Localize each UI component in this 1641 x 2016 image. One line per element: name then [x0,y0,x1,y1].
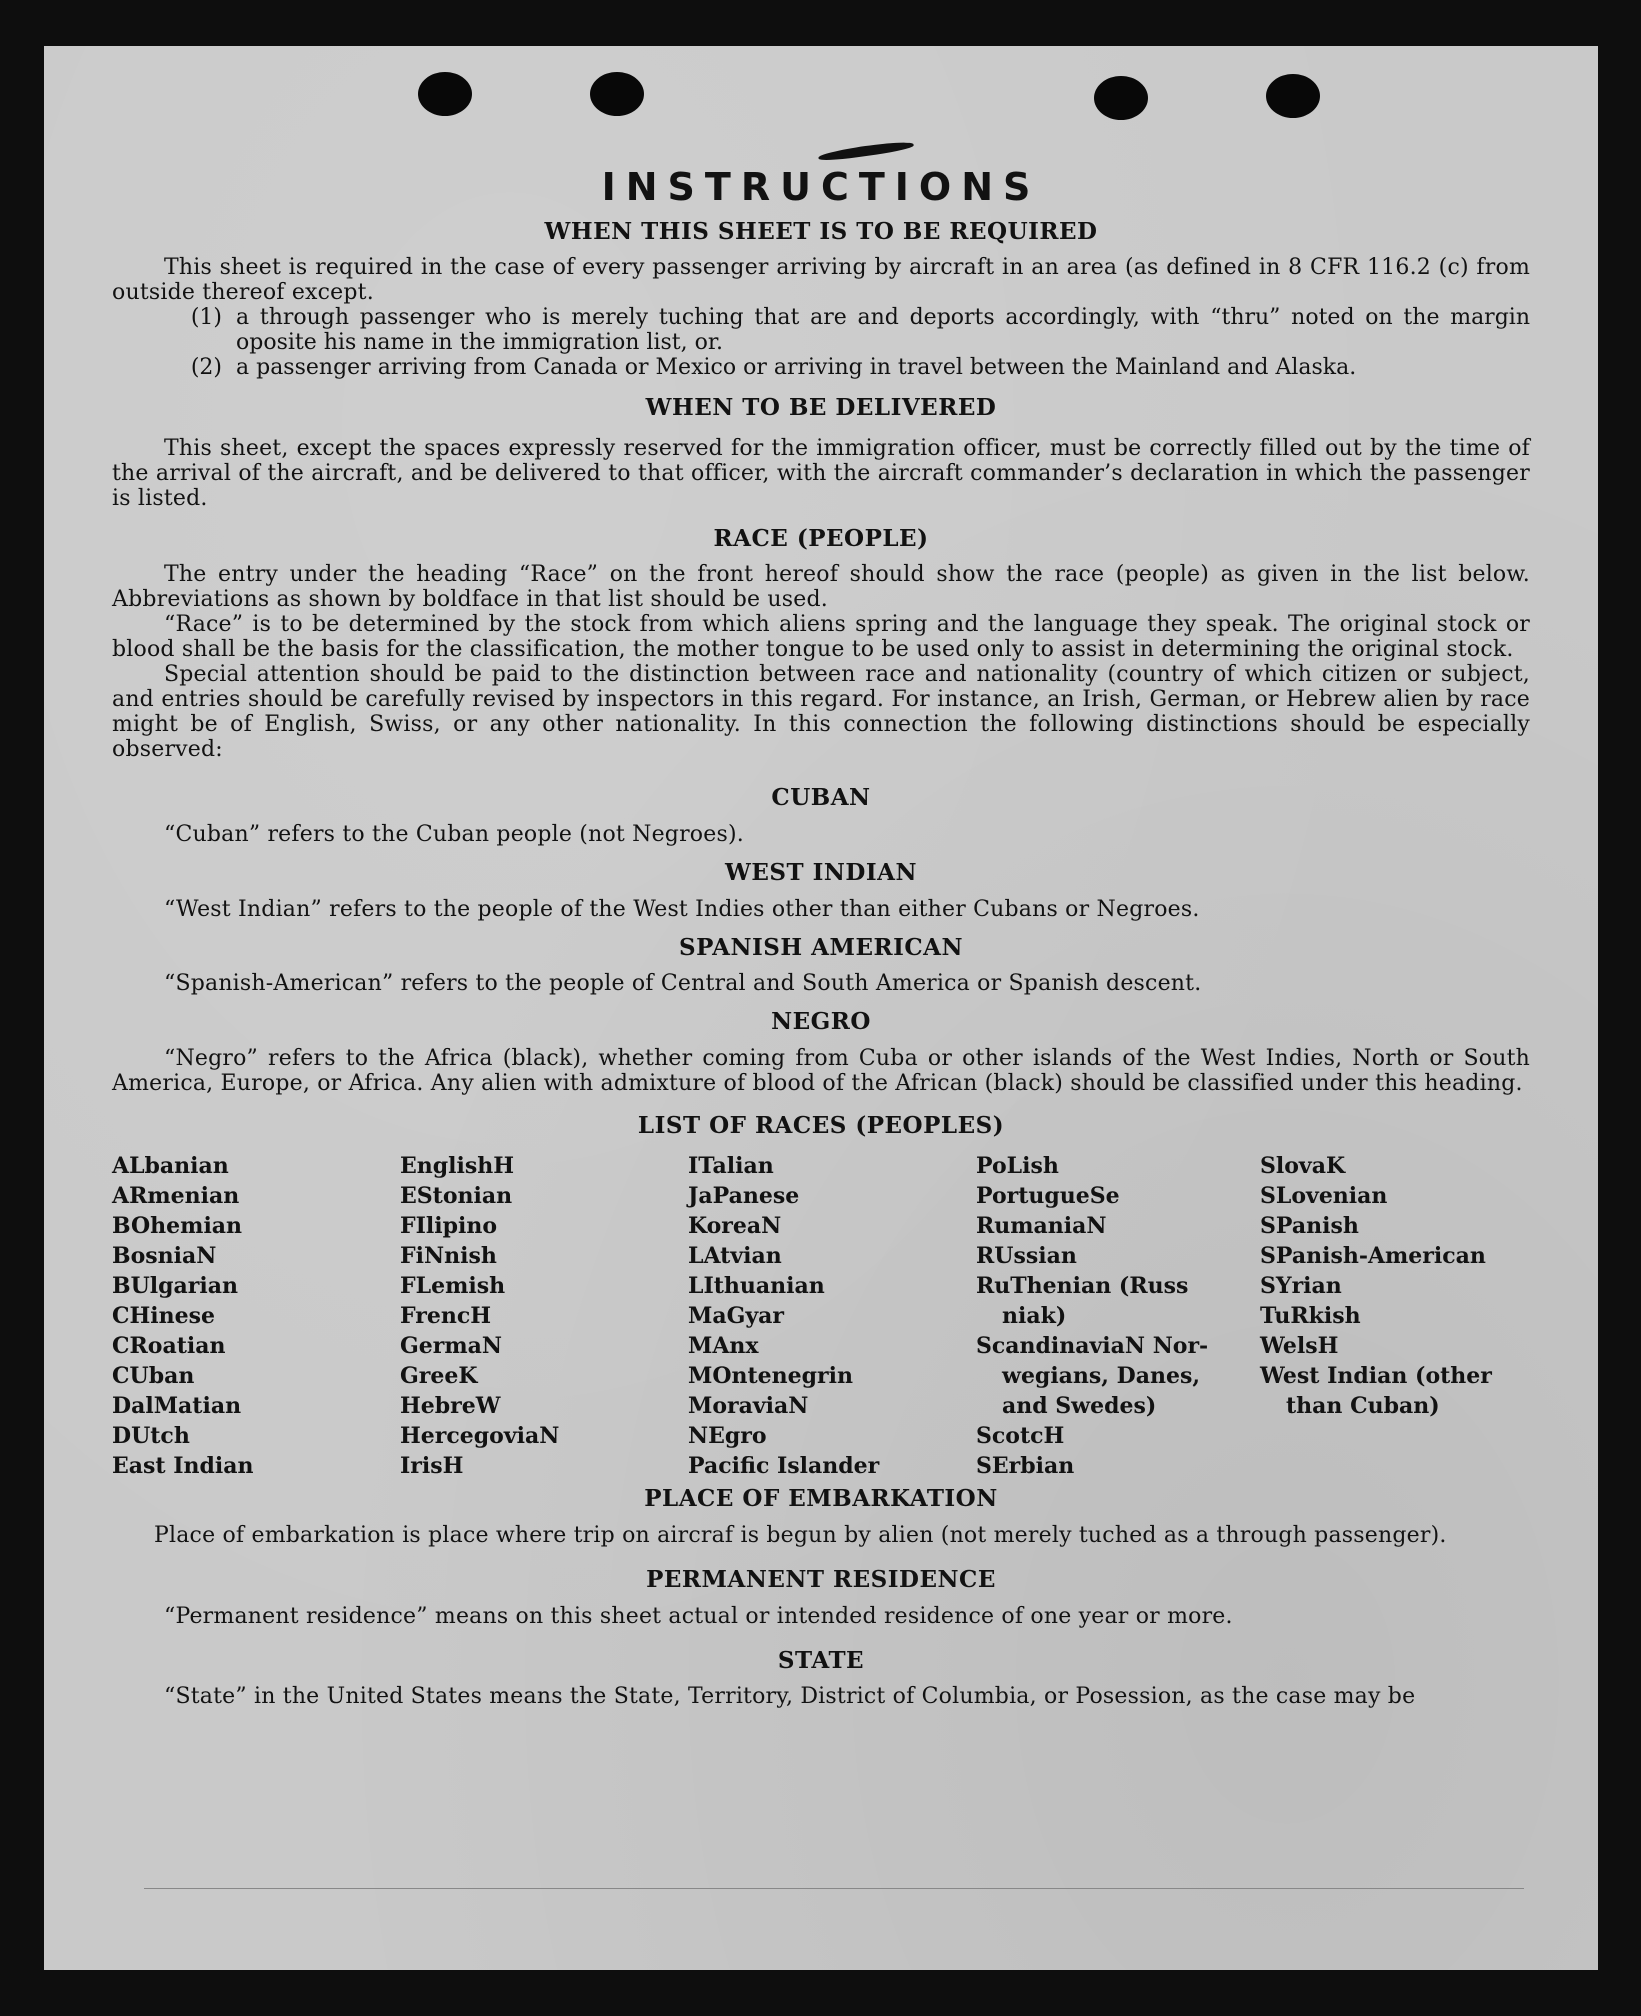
race-entry: East Indian [112,1453,254,1480]
section-heading-negro: NEGRO [771,1008,871,1036]
race-entry: FLemish [400,1273,506,1300]
race-entry: PoLish [976,1153,1059,1180]
race-entry: HercegoviaN [400,1423,560,1450]
race-entry: CRoatian [112,1333,226,1360]
race-entry: DalMatian [112,1393,242,1420]
race-entry: BUlgarian [112,1273,238,1300]
punch-hole [418,72,472,116]
race-entry: MaGyar [688,1303,785,1330]
punch-hole [1266,74,1320,118]
section-heading-required: WHEN THIS SHEET IS TO BE REQUIRED [544,217,1098,245]
race-entry: CHinese [112,1303,216,1330]
item-number: (2) [190,355,222,381]
negro-text: “Negro” refers to the Africa (black), whether coming from Cuba or other islands of the West Indies, North or South America, Europe, or Africa. Any alien with admixture of blood of the African (black) should be classified under this heading. [112,1045,1530,1096]
races-list [112,1151,1530,1481]
section-heading-delivered: WHEN TO BE DELIVERED [645,394,997,422]
race-entry: MAnx [688,1333,759,1360]
section-heading-race: RACE (PEOPLE) [713,524,929,552]
race-entry: GreeK [400,1363,478,1390]
race-entry: RUssian [976,1243,1077,1270]
race-entry: RumaniaN [976,1213,1107,1240]
race-entry: MoraviaN [688,1393,809,1420]
race-entry: ARmenian [112,1183,240,1210]
residence-text: “Permanent residence” means on this sheet actual or intended residence of one year or more. [164,1603,1233,1629]
races-column-5 [1260,1151,1530,1481]
race-entry: RuThenian (Russ [976,1273,1189,1300]
race-entry: NEgro [688,1423,767,1450]
item-text: a through passenger who is merely tuching that are and deports accordingly, with “thru” noted on the margin oposite his name in the immigration list, or. [236,305,1530,356]
race-entry: EnglishH [400,1153,515,1180]
race-paragraph-2: “Race” is to be determined by the stock from which aliens spring and the language they speak. The original stock or blood shall be the basis for the classification, the mother tongue to be used only to assist in determining the original stock. [112,612,1530,663]
race-entry: HebreW [400,1393,501,1420]
section-heading-state: STATE [777,1646,865,1674]
ink-smudge [818,139,914,162]
exception-item-2 [112,355,1530,380]
bottom-rule [144,1888,1524,1889]
instructions-content [112,166,1530,1709]
races-column-1 [112,1151,400,1481]
race-entry: SPanish [1260,1213,1359,1240]
page-title: INSTRUCTIONS [601,165,1041,209]
races-column-3 [688,1151,976,1481]
required-intro: This sheet is required in the case of every passenger arriving by aircraft in an area (as defined in 8 CFR 116.2 (c) from outside thereof except. [112,255,1530,306]
race-entry: BOhemian [112,1213,243,1240]
race-entry: SYrian [1260,1273,1342,1300]
race-entry: West Indian (other [1260,1363,1492,1390]
race-entry: LIthuanian [688,1273,825,1300]
spanish-american-text: “Spanish-American” refers to the people of Central and South America or Spanish descent. [164,971,1202,997]
race-entry: WelsH [1260,1333,1339,1360]
race-entry: BosniaN [112,1243,217,1270]
race-entry: SErbian [976,1453,1075,1480]
race-entry: TuRkish [1260,1303,1361,1330]
race-entry: ALbanian [112,1153,229,1180]
race-entry: ITalian [688,1153,774,1180]
race-entry: JaPanese [688,1183,800,1210]
race-entry: than Cuban) [1286,1393,1440,1420]
race-entry: FIlipino [400,1213,498,1240]
exception-item-1 [112,305,1530,355]
race-entry: EStonian [400,1183,513,1210]
race-entry: SLovenian [1260,1183,1388,1210]
punch-hole [1094,76,1148,120]
race-entry: and Swedes) [1002,1393,1157,1420]
section-heading-embarkation: PLACE OF EMBARKATION [644,1485,998,1513]
item-text: a passenger arriving from Canada or Mexico or arriving in travel between the Mainland and Alaska. [236,355,1357,381]
embarkation-text: Place of embarkation is place where trip on aircraf is begun by alien (not merely tuched as a through passenger). [154,1523,1447,1549]
race-entry: ScotcH [976,1423,1065,1450]
section-heading-west-indian: WEST INDIAN [725,859,917,887]
section-heading-cuban: CUBAN [771,784,871,812]
section-heading-spanish-american: SPANISH AMERICAN [678,933,964,961]
race-entry: LAtvian [688,1243,782,1270]
race-entry: ScandinaviaN Nor- [976,1333,1209,1360]
race-entry: GermaN [400,1333,503,1360]
section-heading-races: LIST OF RACES (PEOPLES) [637,1111,1005,1139]
race-entry: FiNnish [400,1243,497,1270]
document-sheet [44,46,1598,1970]
race-entry: DUtch [112,1423,190,1450]
races-column-2 [400,1151,688,1481]
race-entry: IrisH [400,1453,464,1480]
races-column-4 [976,1151,1260,1481]
race-entry: MOntenegrin [688,1363,853,1390]
race-paragraph-3: Special attention should be paid to the distinction between race and nationality (country of which citizen or subject, and entries should be carefully revised by inspectors in this regard. For instance, an Irish, German, or Hebrew alien by race might be of English, Swiss, or any other nationality. In this connection the following distinctions should be especially observed: [112,662,1530,763]
state-text: “State” in the United States means the State, Territory, District of Columbia, or Posession, as the case may be [164,1684,1416,1710]
cuban-text: “Cuban” refers to the Cuban people (not Negroes). [164,822,744,848]
race-entry: PortugueSe [976,1183,1120,1210]
race-entry: wegians, Danes, [1002,1363,1200,1390]
punch-hole [590,72,644,116]
race-entry: SPanish-American [1260,1243,1486,1270]
section-heading-residence: PERMANENT RESIDENCE [646,1566,996,1594]
race-entry: Pacific Islander [688,1453,880,1480]
race-entry: KoreaN [688,1213,782,1240]
race-entry: SlovaK [1260,1153,1346,1180]
race-paragraph-1: The entry under the heading “Race” on the front hereof should show the race (people) as given in the list below. Abbreviations as shown by boldface in that list should be used. [112,562,1530,613]
item-number: (1) [190,305,222,331]
race-entry: FrencH [400,1303,491,1330]
delivered-text: This sheet, except the spaces expressly reserved for the immigration officer, must be correctly filled out by the time of the arrival of the aircraft, and be delivered to that officer, with the aircraft commander’s declaration in which the passenger is listed. [112,435,1530,511]
west-indian-text: “West Indian” refers to the people of the West Indies other than either Cubans or Negroes. [164,896,1200,922]
race-entry: niak) [1002,1303,1067,1330]
race-entry: CUban [112,1363,195,1390]
